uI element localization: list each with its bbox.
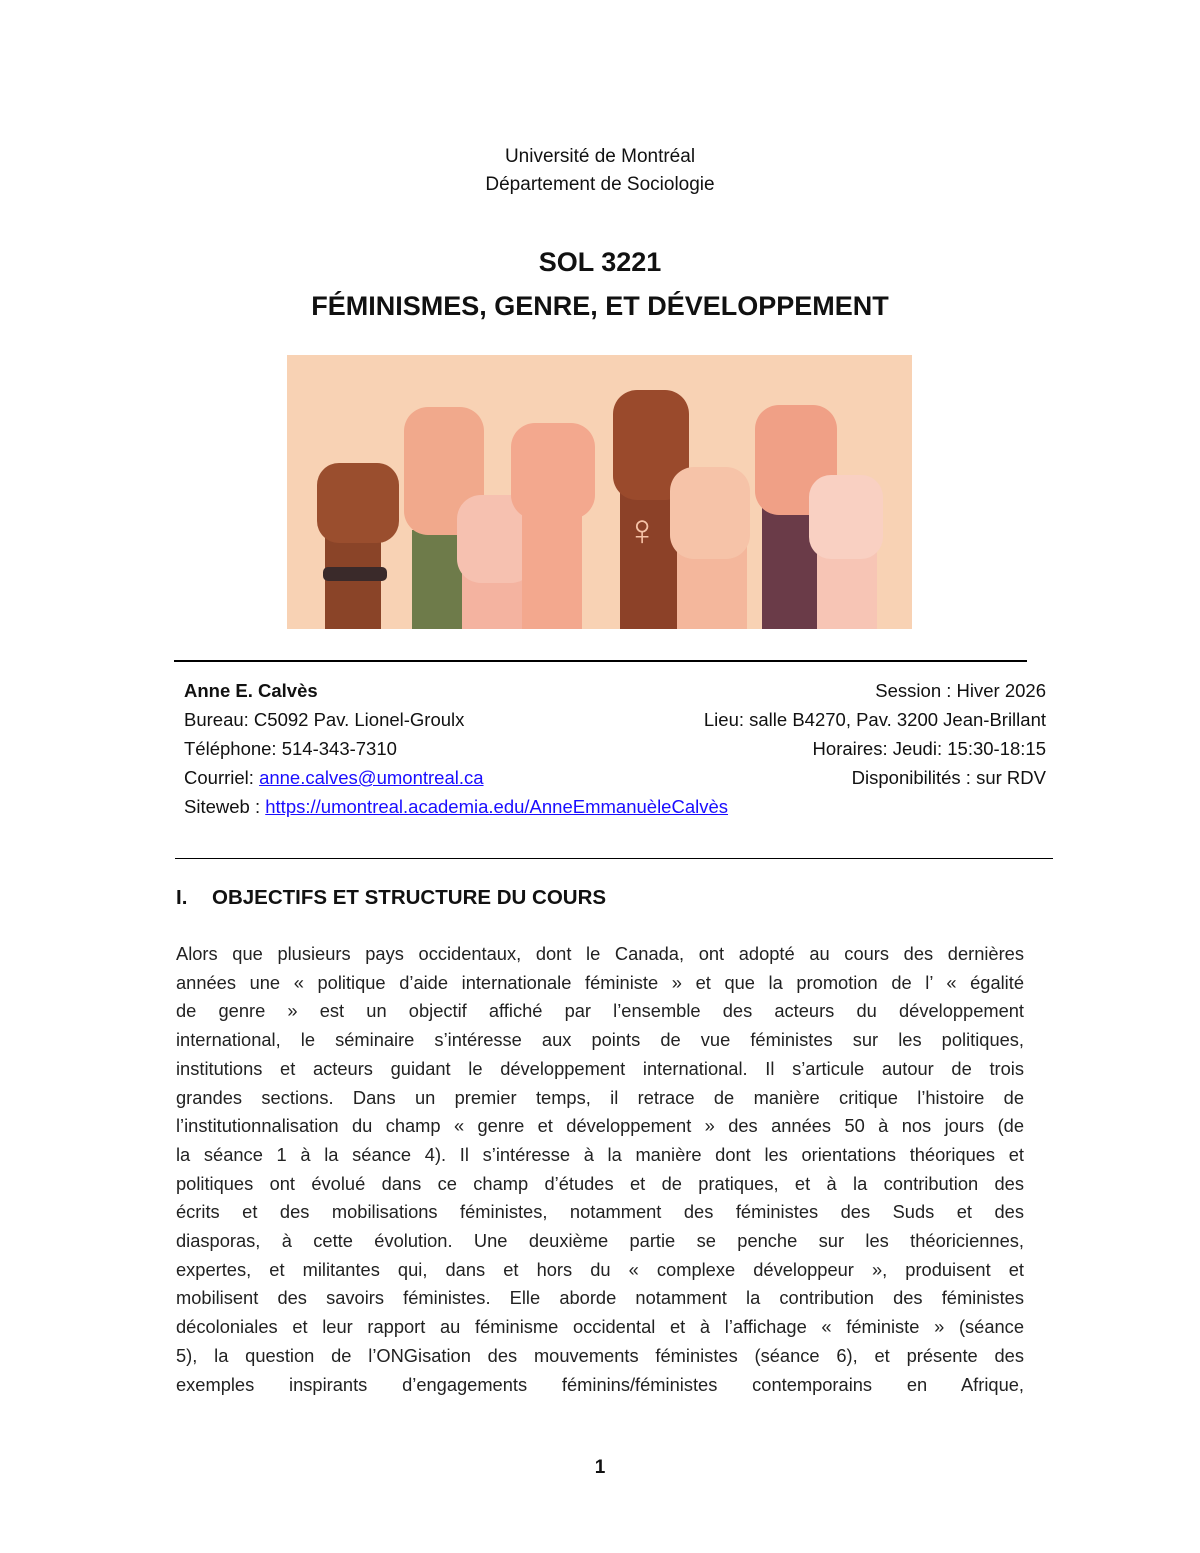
paragraph-line: années une « politique d’aide internationale féministe » et que la promotion de l’ « égalité bbox=[176, 971, 1024, 993]
location: Lieu: salle B4270, Pav. 3200 Jean-Brillant bbox=[703, 709, 1046, 730]
paragraph-line: l’institutionnalisation du champ « genre et développement » des années 50 à nos jours (de bbox=[176, 1115, 1024, 1137]
course-title bbox=[0, 240, 1200, 328]
paragraph-line: la séance 1 à la séance 4). Il s’intéresse à la manière dont les orientations théoriques et bbox=[176, 1143, 1024, 1165]
raised-fists-illustration bbox=[287, 355, 912, 629]
office: Bureau: C5092 Pav. Lionel-Groulx bbox=[184, 709, 465, 730]
paragraph-line: international, le séminaire s’intéresse aux points de vue féministes sur les politiques, bbox=[176, 1029, 1024, 1051]
website-link[interactable]: https://umontreal.academia.edu/AnneEmmanuèleCalvès bbox=[265, 796, 729, 817]
section-heading bbox=[176, 886, 606, 910]
department-name: Département de Sociologie bbox=[485, 174, 715, 195]
paragraph-line: mobilisent des savoirs féministes. Elle aborde notamment la contribution des féministes bbox=[176, 1287, 1024, 1309]
paragraph-line: diasporas, à cette évolution. Une deuxième partie se penche sur les théoriciennes, bbox=[176, 1230, 1024, 1252]
paragraph-line: grandes sections. Dans un premier temps, il retrace de manière critique l’histoire de bbox=[176, 1086, 1024, 1108]
fist-6 bbox=[670, 467, 750, 629]
course-name: FÉMINISMES, GENRE, ET DÉVELOPPEMENT bbox=[311, 291, 889, 321]
website-label: Siteweb : bbox=[184, 796, 266, 817]
section-number: I. bbox=[176, 886, 188, 909]
paragraph-line: expertes, et militantes qui, dans et hors du « complexe développeur », produisent et bbox=[176, 1258, 1024, 1280]
instructor-name: Anne E. Calvès bbox=[184, 680, 318, 701]
paragraph-line: Alors que plusieurs pays occidentaux, dont le Canada, ont adopté au cours des dernières bbox=[176, 943, 1024, 964]
page-number: 1 bbox=[594, 1457, 606, 1478]
paragraph-line: décoloniales et leur rapport au féminisme occidental et à l’affichage « féministe » (séance bbox=[176, 1316, 1024, 1338]
phone: Téléphone: 514-343-7310 bbox=[184, 738, 397, 759]
paragraph-line: politiques ont évolué dans ce champ d’études et de pratiques, et à la contribution des bbox=[176, 1172, 1024, 1194]
email-link[interactable]: anne.calves@umontreal.ca bbox=[259, 767, 484, 788]
paragraph-line: 5), la question de l’ONGisation des mouvements féministes (séance 6), et présente des bbox=[176, 1344, 1024, 1366]
paragraph-line: institutions et acteurs guidant le développement international. Il s’articule autour de trois bbox=[176, 1057, 1024, 1079]
female-symbol-icon: ♀ bbox=[625, 506, 659, 555]
fist-8 bbox=[809, 475, 883, 629]
email-label: Courriel: bbox=[184, 767, 260, 788]
info-divider bbox=[175, 858, 1053, 859]
university-name: Université de Montréal bbox=[504, 146, 696, 167]
instructor-info bbox=[184, 676, 1046, 821]
institution-header bbox=[0, 143, 1200, 199]
paragraph-line: écrits et des mobilisations féministes, notamment des féministes des Suds et des bbox=[176, 1201, 1024, 1223]
paragraph-line: exemples inspirants d’engagements féminins/féministes contemporains en Afrique, bbox=[176, 1373, 1024, 1395]
section-title: OBJECTIFS ET STRUCTURE DU COURS bbox=[212, 886, 607, 909]
objectives-paragraph bbox=[176, 940, 1024, 1399]
session: Session : Hiver 2026 bbox=[875, 680, 1046, 701]
course-code: SOL 3221 bbox=[538, 247, 662, 277]
schedule: Horaires: Jeudi: 15:30-18:15 bbox=[812, 738, 1046, 759]
paragraph-line: de genre » est un objectif affiché par l’ensemble des acteurs du développement bbox=[176, 1000, 1024, 1022]
header-divider bbox=[174, 660, 1027, 662]
availability: Disponibilités : sur RDV bbox=[851, 767, 1046, 788]
